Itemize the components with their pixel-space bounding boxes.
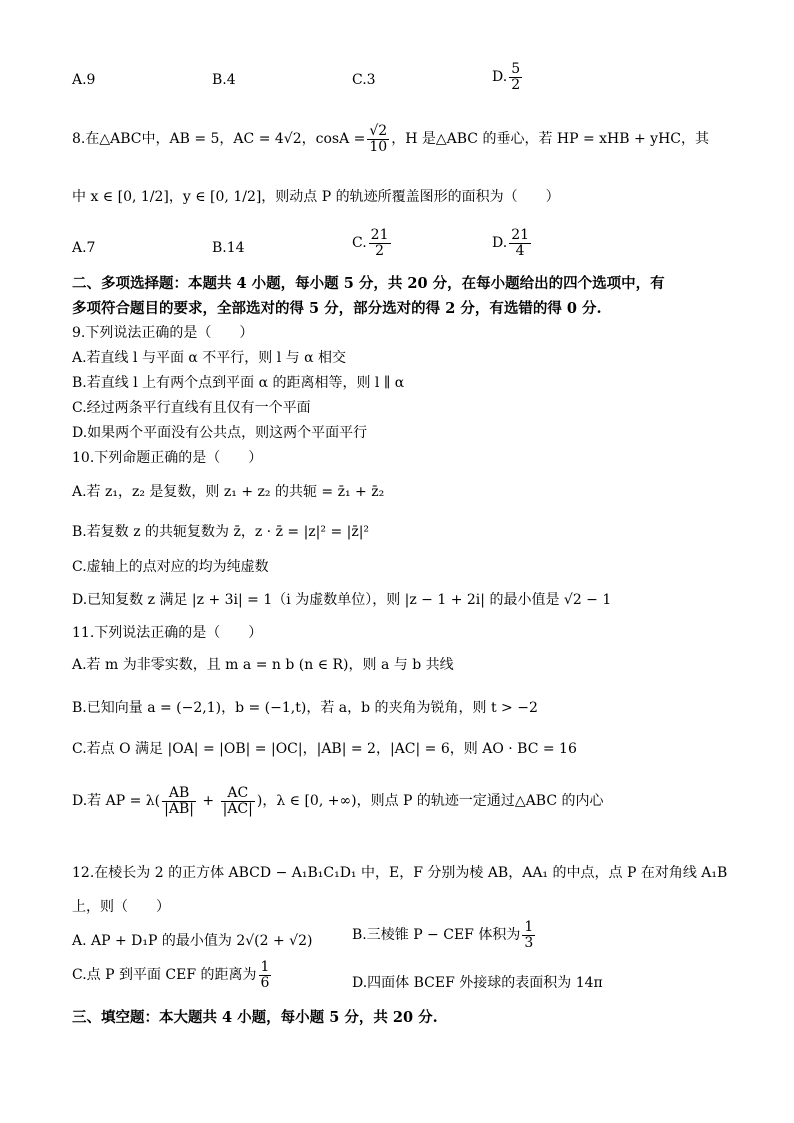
q10-option-b: B.若复数 z 的共轭复数为 z̄，z · z̄ = |z|² = |z̄|² — [72, 524, 370, 540]
q8-cos-denominator: 10 — [369, 138, 388, 155]
q11-d-post: )，λ ∈ [0, +∞)，则点 P 的轨迹一定通过△ABC 的内心 — [256, 793, 604, 810]
q12-b-denominator: 3 — [524, 934, 534, 951]
q10-option-c: C.虚轴上的点对应的均为纯虚数 — [72, 559, 269, 575]
q11-stem: 11.下列说法正确的是（ ） — [72, 625, 263, 641]
q9-option-a: A.若直线 l 与平面 α 不平行，则 l 与 α 相交 — [72, 350, 347, 366]
section2-heading-line1: 二、多项选择题：本题共 4 小题，每小题 5 分，共 20 分，在每小题给出的四个选项中，有 — [72, 275, 665, 292]
q11-d-ac-denominator: |AC| — [222, 800, 253, 817]
q11-d-ab-denominator: |AB| — [164, 800, 194, 817]
q7-option-c: C.3 — [352, 72, 376, 88]
q8-cos-numerator: √2 — [369, 123, 388, 139]
q8-option-c — [352, 228, 393, 258]
q11-d-fraction-ac — [221, 786, 255, 816]
q11-d-ab-numerator: AB — [162, 786, 196, 802]
q8-option-d-prefix: D. — [492, 235, 508, 252]
q11-d-pre: D.若 AP = λ( — [72, 793, 161, 810]
q8-line1-text: 8.在△ABC中，AB = 5，AC = 4√2，cosA = — [72, 131, 366, 148]
q9-option-b: B.若直线 l 上有两个点到平面 α 的距离相等，则 l ∥ α — [72, 375, 405, 391]
q9-option-d: D.如果两个平面没有公共点，则这两个平面平行 — [72, 425, 368, 441]
q7-option-a: A.9 — [72, 72, 96, 88]
q11-d-fraction-ab — [162, 786, 196, 816]
q12-c-pre: C.点 P 到平面 CEF 的距离为 — [72, 967, 257, 984]
q7-option-d-prefix: D. — [492, 69, 508, 86]
q11-option-c: C.若点 O 满足 |OA| = |OB| = |OC|，|AB| = 2，|AC| = 6，则 AO · BC = 16 — [72, 741, 577, 757]
q12-option-c — [72, 960, 273, 990]
section3-heading: 三、填空题：本大题共 4 小题，每小题 5 分，共 20 分. — [72, 1009, 438, 1026]
q7-d-numerator: 5 — [511, 61, 521, 77]
q11-d-ac-numerator: AC — [221, 786, 255, 802]
q8-cos-fraction — [367, 124, 389, 154]
q8-option-c-fraction — [369, 228, 391, 258]
section2-heading-line2: 多项符合题目的要求，全部选对的得 5 分，部分选对的得 2 分，有选错的得 0 分. — [72, 300, 602, 317]
q7-option-d — [492, 62, 524, 92]
q7-option-d-fraction — [509, 62, 522, 92]
q8-line2: 中 x ∈ [0, 1/2]，y ∈ [0, 1/2]，则动点 P 的轨迹所覆盖图形的面积为（ ） — [72, 189, 560, 205]
q11-option-a: A.若 m 为非零实数，且 m a = n b (n ∈ R)，则 a 与 b 共线 — [72, 657, 454, 673]
q12-line1: 12.在棱长为 2 的正方体 ABCD − A₁B₁C₁D₁ 中，E，F 分别为棱 AB，AA₁ 的中点，点 P 在对角线 A₁B — [72, 865, 728, 881]
q8-option-d-fraction — [509, 228, 531, 258]
q12-option-d: D.四面体 BCEF 外接球的表面积为 14π — [352, 975, 603, 991]
q8-d-denominator: 4 — [515, 242, 525, 259]
q8-option-a: A.7 — [72, 240, 96, 256]
q8-c-numerator: 21 — [370, 227, 389, 243]
q8-line1 — [72, 124, 709, 154]
q11-option-b: B.已知向量 a = (−2,1)，b = (−1,t)，若 a，b 的夹角为锐角，则 t > −2 — [72, 700, 538, 716]
q8-d-numerator: 21 — [511, 227, 530, 243]
q12-b-fraction — [522, 920, 535, 950]
q12-option-b — [352, 920, 537, 950]
q11-option-d: D.若 AP = λ( $\frac{AB}{|AB|}$ + $\frac{AC}{|AC|}$ )，λ ∈ [0, +∞)，则点 P 的轨迹一定通过△ABC 的内心 — [72, 785, 604, 817]
q9-option-c: C.经过两条平行直线有且仅有一个平面 — [72, 400, 311, 416]
q8-option-b: B.14 — [212, 240, 245, 256]
q8-option-d — [492, 228, 533, 258]
q12-line2: 上，则（ ） — [72, 899, 170, 915]
q8-option-c-prefix: C. — [352, 235, 367, 252]
q10-option-d: D.已知复数 z 满足 |z + 3i| = 1（i 为虚数单位），则 |z − 1 + 2i| 的最小值是 √2 − 1 — [72, 592, 612, 608]
q12-option-a: A. AP + D₁P 的最小值为 2√(2 + √2) — [72, 933, 313, 949]
q8-c-denominator: 2 — [375, 242, 385, 259]
q12-b-pre: B.三棱锥 P − CEF 体积为 — [352, 927, 521, 944]
q10-option-a: A.若 z₁，z₂ 是复数，则 z₁ + z₂ 的共轭 = z̄₁ + z̄₂ — [72, 484, 385, 500]
q12-b-numerator: 1 — [524, 919, 534, 935]
q10-stem: 10.下列命题正确的是（ ） — [72, 450, 263, 466]
q12-c-denominator: 6 — [260, 974, 270, 991]
q12-c-fraction — [259, 960, 272, 990]
q8-line1b-text: ，H 是△ABC 的垂心，若 HP = xHB + yHC，其 — [391, 131, 710, 148]
q7-option-b: B.4 — [212, 72, 236, 88]
q12-c-numerator: 1 — [260, 959, 270, 975]
q7-d-denominator: 2 — [511, 76, 521, 93]
q9-stem: 9.下列说法正确的是（ ） — [72, 325, 254, 341]
